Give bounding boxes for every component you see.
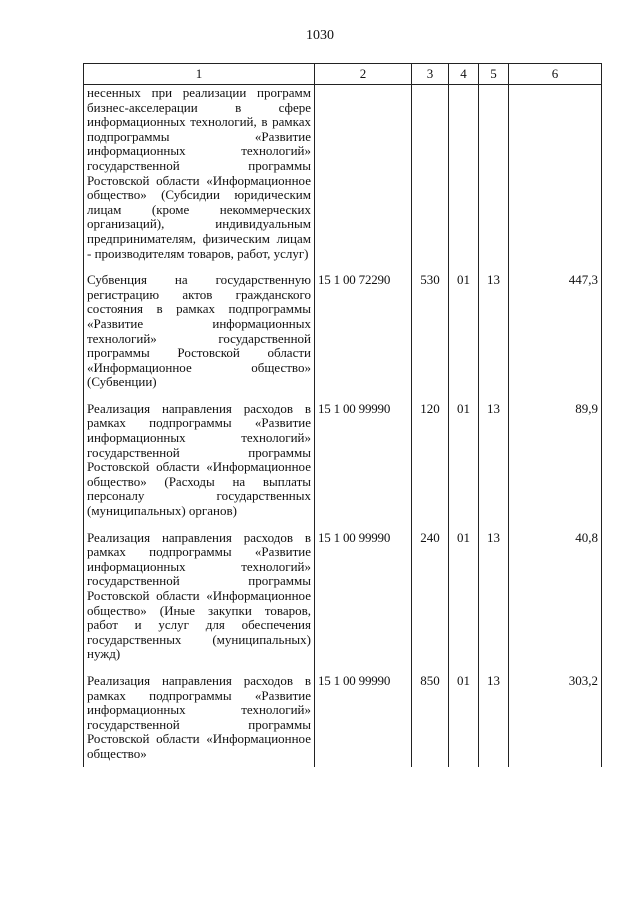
row-subsection	[479, 85, 509, 267]
header-col-3: 3	[412, 64, 449, 85]
header-col-4: 4	[449, 64, 479, 85]
row-target-code: 15 1 00 99990	[315, 667, 412, 767]
row-description: Субвенция на государственную регистрацию актов гражданского состояния в рамках подпрограммы «Развитие информационных технологий» государственной программы Ростовской области «Информационное общество» (Субвенции)	[84, 266, 315, 395]
row-expense-type: 240	[412, 524, 449, 667]
row-target-code: 15 1 00 72290	[315, 266, 412, 395]
row-amount: 89,9	[509, 395, 602, 524]
row-amount: 40,8	[509, 524, 602, 667]
table-row	[84, 524, 602, 667]
table-row	[84, 395, 602, 524]
row-expense-type: 120	[412, 395, 449, 524]
table-row	[84, 266, 602, 395]
table-row	[84, 667, 602, 767]
row-description: Реализация направления расходов в рамках подпрограммы «Развитие информационных технологий» государственной программы Ростовской области «Информационное общество» (Расходы на выплаты персоналу государственных (муниципальных) органов)	[84, 395, 315, 524]
row-subsection: 13	[479, 667, 509, 767]
table-header	[84, 64, 602, 85]
row-expense-type	[412, 85, 449, 267]
row-expense-type: 850	[412, 667, 449, 767]
row-target-code: 15 1 00 99990	[315, 524, 412, 667]
header-col-5: 5	[479, 64, 509, 85]
page-number: 1030	[306, 28, 334, 43]
row-target-code	[315, 85, 412, 267]
header-row	[84, 64, 602, 85]
row-description: Реализация направления расходов в рамках подпрограммы «Развитие информационных технологий» государственной программы Ростовской области «Информационное общество» (Иные закупки товаров, работ и услуг для обеспечения государственных (муниципальных) нужд)	[84, 524, 315, 667]
row-subsection: 13	[479, 395, 509, 524]
row-section: 01	[449, 667, 479, 767]
row-amount: 447,3	[509, 266, 602, 395]
row-description: Реализация направления расходов в рамках подпрограммы «Развитие информационных технологий» государственной программы Ростовской области «Информационное общество»	[84, 667, 315, 767]
row-target-code: 15 1 00 99990	[315, 395, 412, 524]
header-col-6: 6	[509, 64, 602, 85]
row-amount	[509, 85, 602, 267]
row-expense-type: 530	[412, 266, 449, 395]
row-section: 01	[449, 524, 479, 667]
row-section: 01	[449, 395, 479, 524]
table-row	[84, 85, 602, 267]
budget-table	[83, 63, 602, 767]
header-col-2: 2	[315, 64, 412, 85]
row-section: 01	[449, 266, 479, 395]
row-amount: 303,2	[509, 667, 602, 767]
header-col-1: 1	[84, 64, 315, 85]
row-subsection: 13	[479, 524, 509, 667]
row-subsection: 13	[479, 266, 509, 395]
row-description: несенных при реализации программ бизнес-акселерации в сфере информационных технологий, в рамках подпрограммы «Развитие информационных технологий» государственной программы Ростовской области «Информационное общество» (Субсидии юридическим лицам (кроме некоммерческих организаций), индивидуальным предпринимателям, физическим лицам - производителям товаров, работ, услуг)	[84, 85, 315, 267]
row-section	[449, 85, 479, 267]
